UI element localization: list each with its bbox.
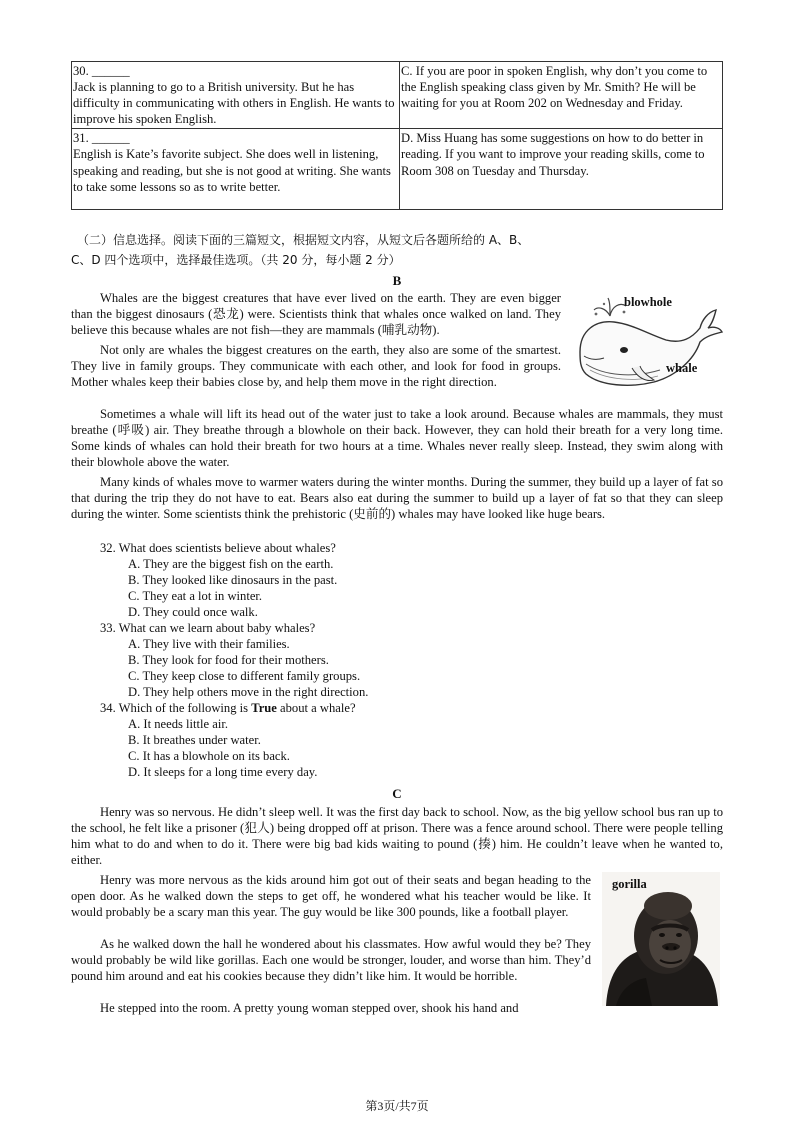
answer-option: C. They keep close to different family groups.: [128, 669, 361, 683]
blowhole-label: blowhole: [624, 295, 672, 309]
matching-table: [71, 61, 723, 210]
passage-b-paragraph: Many kinds of whales move to warmer waters during the winter months. During the summer, they build up a layer of fat so that during the trip they do not have to eat. Bears also eat during the summer to build up a layer of fat so that they can sleep during the winter. Some scientists think the prehistoric (史前的) whales may have looked like huge bears.: [71, 475, 723, 522]
table-row: [72, 129, 723, 210]
table-cell-left: [72, 62, 400, 129]
cell-text: English is Kate’s favorite subject. She does well in listening, speaking and reading, but she is not good at writing. She wants to take some lessons so as to write better.: [73, 147, 391, 194]
instruction-line: （二）信息选择。阅读下面的三篇短文，根据短文内容，从短文后各题所给的 A、B、: [77, 233, 530, 247]
answer-option: D. They could once walk.: [128, 605, 258, 619]
passage-b-title: B: [392, 273, 402, 288]
answer-option: C. It has a blowhole on its back.: [128, 749, 290, 763]
cell-text: Jack is planning to go to a British university. But he has difficulty in communicating with others in English. He wants to improve his spoken English.: [73, 80, 395, 127]
answer-option: B. They looked like dinosaurs in the past.: [128, 573, 338, 587]
answer-option: B. It breathes under water.: [128, 733, 261, 747]
instruction-line: C、D 四个选项中，选择最佳选项。（共 20 分，每小题 2 分）: [71, 253, 401, 267]
question-number: 30. ______: [73, 64, 130, 78]
stem-prefix: 34. Which of the following is: [100, 701, 252, 715]
answer-option: B. They look for food for their mothers.: [128, 653, 329, 667]
passage-c-paragraph: Henry was more nervous as the kids around him got out of their seats and began heading to the open door. As he walked down the steps to get off, he wondered what his teacher would be like. It would probably be a scary man this year. The guy would be like 300 pounds, like a football player.: [71, 873, 591, 920]
answer-option: A. They are the biggest fish on the earth.: [128, 557, 334, 571]
stem-suffix: about a whale?: [276, 701, 356, 715]
whale-illustration: [574, 290, 724, 396]
cell-text: C. If you are poor in spoken English, why don’t you come to the English speaking class given by Mr. Smith? He will be waiting for you at Room 202 on Wednesday and Friday.: [401, 64, 708, 111]
table-row: [72, 62, 723, 129]
answer-option: A. They live with their families.: [128, 637, 290, 651]
passage-c-paragraph: He stepped into the room. A pretty young woman stepped over, shook his hand and: [100, 1001, 519, 1015]
passage-b-paragraph: Sometimes a whale will lift its head out of the water just to take a look around. Because whales are mammals, they must breathe (呼吸) air. They breathe through a blowhole on their back. However, they can hold their breath for a very long time. Some kinds of whales can hold their breath for two hours at a time. Whales never really sleep. Instead, they swim along with their blowhole above the water.: [71, 407, 723, 470]
table-cell-left: [72, 129, 400, 210]
answer-option: D. They help others move in the right direction.: [128, 685, 369, 699]
answer-option: D. It sleeps for a long time every day.: [128, 765, 318, 779]
table-cell-right: [400, 62, 723, 129]
question-number: 31. ______: [73, 131, 130, 146]
table-cell-right: [400, 129, 723, 210]
section-instructions: [71, 230, 731, 270]
page-number: 第3页/共7页: [365, 1099, 429, 1113]
passage-b-paragraph: Whales are the biggest creatures that have ever lived on the earth. They are even bigger than the biggest dinosaurs (恐龙) were. Scientists think that whales once walked on land. They believe this because whales are not fish—they are mammals (哺乳动物).: [71, 291, 561, 338]
answer-option: A. It needs little air.: [128, 717, 229, 731]
cell-text: D. Miss Huang has some suggestions on how to do better in reading. If you want to improve your reading skills, come to Room 308 on Tuesday and Thursday.: [401, 131, 705, 178]
gorilla-photo: [602, 872, 720, 1006]
passage-c-paragraph: As he walked down the hall he wondered about his classmates. How awful would they be? They would probably be wild like gorillas. Each one would be stronger, louder, and worse than him. They’d pound him around and eat his cookies because they didn’t like him. It would be horrible.: [71, 937, 591, 984]
gorilla-label: gorilla: [612, 877, 647, 891]
passage-c-paragraph: Henry was so nervous. He didn’t sleep well. It was the first day back to school. Now, as the big yellow school bus ran up to the school, he felt like a prisoner (犯人) being dropped off at prison. There was a fence around school. There were people telling him what to do and when to do it. There were big bad kids waiting to pound (揍) him. He couldn’t leave when he wanted to, either.: [71, 805, 723, 868]
answer-option: C. They eat a lot in winter.: [128, 589, 263, 603]
passage-c-title: C: [392, 786, 402, 801]
question-stem: 32. What does scientists believe about whales?: [100, 541, 336, 555]
question-stem: [100, 700, 356, 716]
whale-label: whale: [666, 361, 698, 375]
stem-bold: True: [251, 701, 277, 715]
passage-b-paragraph: Not only are whales the biggest creatures on the earth, they also are some of the smartest. They live in family groups. They communicate with each other, and look for food in groups. Mother whales keep their babies close by, and help them move in the right direction.: [71, 343, 561, 390]
gorilla-icon: [602, 872, 720, 1006]
question-stem: 33. What can we learn about baby whales?: [100, 621, 316, 635]
